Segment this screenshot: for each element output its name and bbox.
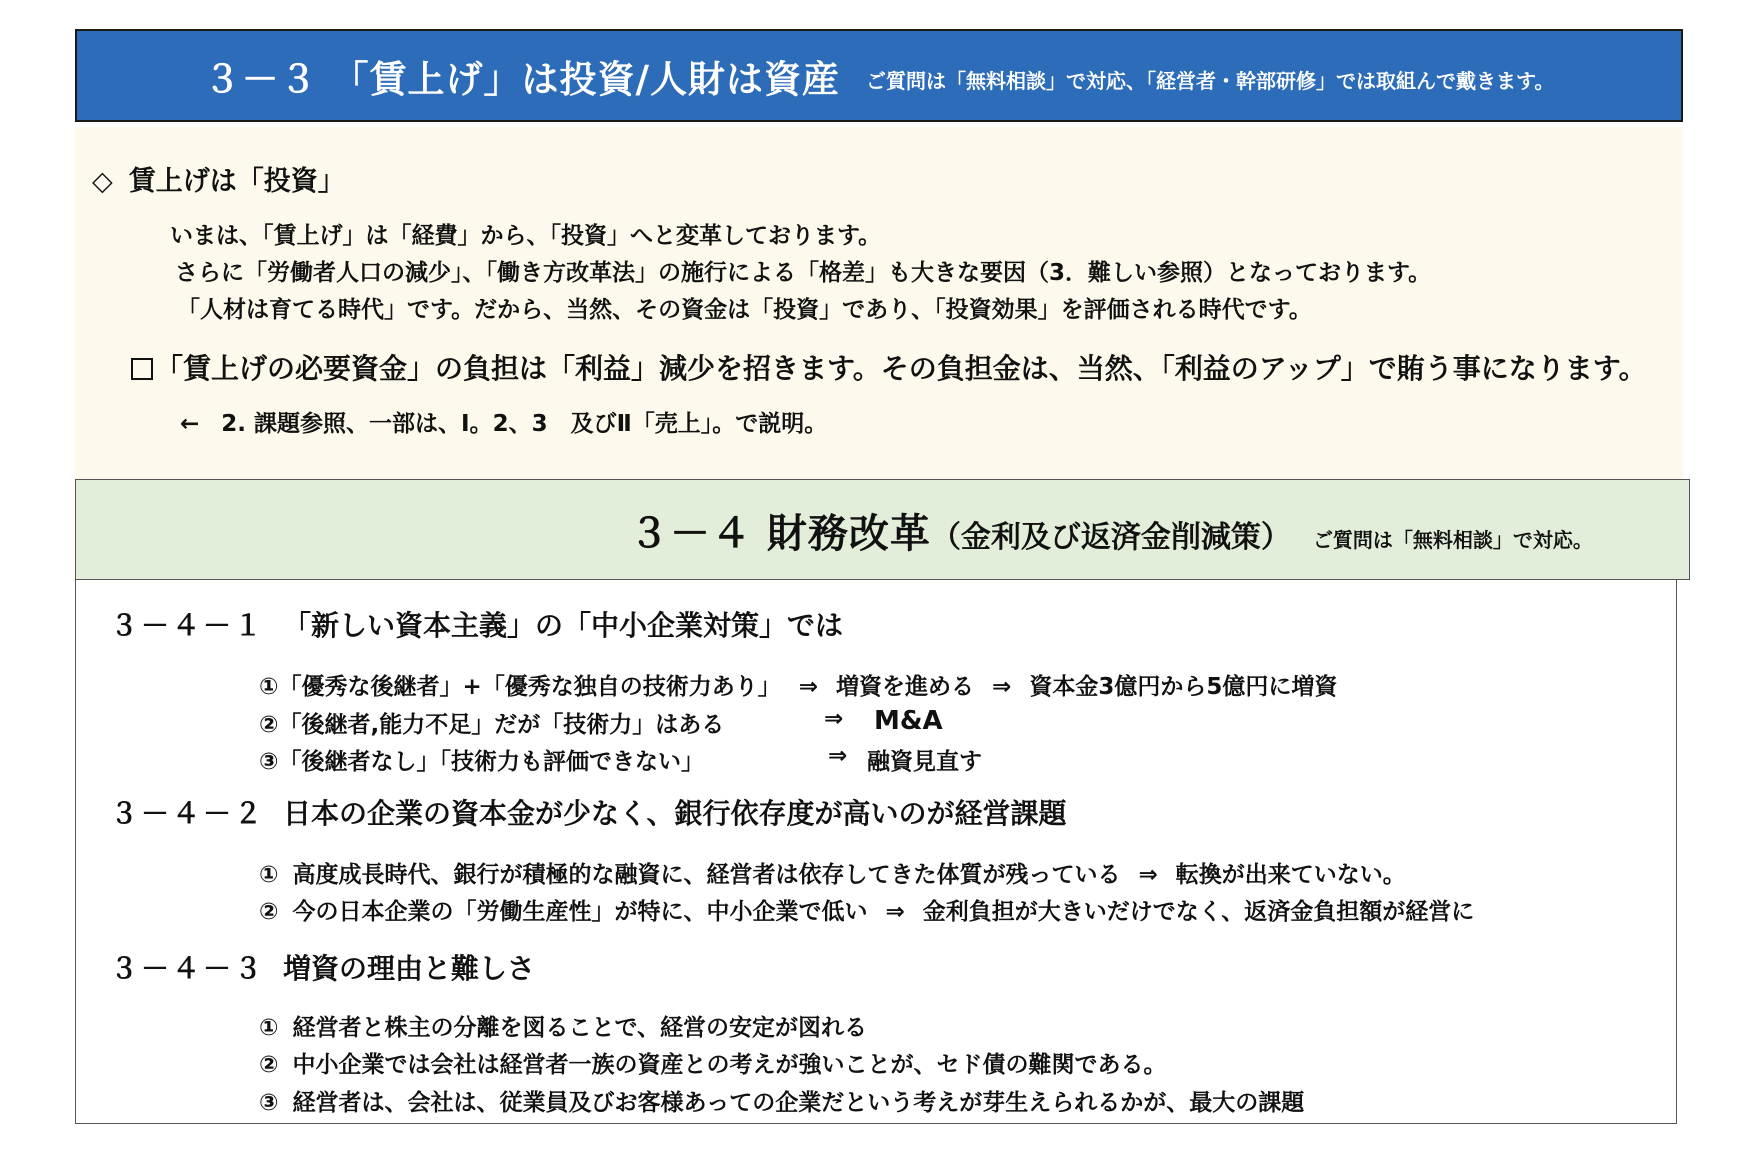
panel-reference bbox=[180, 405, 827, 438]
panel-reference-text: 2. 課題参照、一部は、Ⅰ。2、3 及びⅡ「売上」。で説明。 bbox=[221, 411, 828, 437]
section-3-3-panel bbox=[75, 127, 1683, 480]
list-item-text: ③「後継者なし」「技術力も評価できない」 bbox=[259, 749, 704, 775]
subsection-title: 「新しい資本主義」の「中小企業対策」では bbox=[283, 609, 844, 642]
section-3-4-content bbox=[75, 580, 1677, 1124]
section-3-3-note: ご質問は「無料相談」で対応、「経営者・幹部研修」では取組んで戴きます。 bbox=[866, 69, 1555, 93]
panel-emphasis-text: 「賃上げの必要資金」の負担は「利益」減少を招きます。その負担金は、当然、「利益のアップ」で賄う事になります。 bbox=[155, 352, 1647, 385]
list-item-text: 経営者と株主の分離を図ることで、経営の安定が図れる bbox=[292, 1015, 868, 1041]
list-item-text: 中小企業では会社は経営者一族の資産との考えが強いことが、セド債の難関である。 bbox=[292, 1052, 1167, 1078]
circled-number: ② bbox=[259, 1052, 279, 1078]
right-double-arrow-icon: ⇒ bbox=[828, 743, 848, 769]
section-3-4-note: ご質問は「無料相談」で対応。 bbox=[1312, 528, 1593, 552]
subsection-number: ３－４－３ bbox=[110, 952, 266, 985]
list-item bbox=[259, 668, 1337, 701]
circled-number: ② bbox=[259, 899, 279, 925]
section-3-3-title: ３－３ 「賃上げ」は投資/人財は資産 bbox=[203, 57, 840, 101]
list-item-text: 経営者は、会社は、従業員及びお客様あっての企業だという考えが芽生えられるかが、最大の課題 bbox=[292, 1090, 1305, 1116]
list-item-text: 高度成長時代、銀行が積極的な融資に、経営者は依存してきた体質が残っている bbox=[292, 862, 1121, 888]
list-item bbox=[259, 856, 1406, 889]
section-3-4-header bbox=[75, 479, 1690, 580]
subsection-3-4-3-heading bbox=[110, 947, 535, 987]
list-item-dest: M&A bbox=[874, 706, 943, 736]
subsection-3-4-2-heading bbox=[110, 792, 1066, 832]
panel-line-3: 「人材は育てる時代」です。だから、当然、その資金は「投資」であり、「投資効果」を評価される時代です。 bbox=[177, 297, 1312, 323]
right-double-arrow-icon: ⇒ bbox=[798, 674, 819, 700]
panel-heading bbox=[92, 159, 345, 198]
section-3-3-header bbox=[75, 29, 1683, 122]
right-double-arrow-icon: ⇒ bbox=[992, 674, 1012, 700]
panel-line-2: さらに「労働者人口の減少」、「働き方改革法」の施行による「格差」も大きな要因（3．難しい参照）となっております。 bbox=[175, 260, 1432, 286]
section-3-4-title: ３－４ 財務改革 bbox=[629, 511, 931, 557]
list-item bbox=[259, 1046, 1166, 1079]
panel-emphasis-line bbox=[131, 347, 1647, 387]
panel-heading-text: 賃上げは「投資」 bbox=[128, 166, 345, 197]
list-item-dest: 融資見直す bbox=[867, 749, 982, 775]
left-arrow-icon: ← bbox=[180, 411, 200, 437]
list-item-text: ①「優秀な後継者」+「優秀な独自の技術力あり」 bbox=[259, 674, 781, 700]
list-item bbox=[259, 1009, 867, 1042]
list-item-dest: 金利負担が大きいだけでなく、返済金負担額が経営に bbox=[922, 899, 1475, 925]
subsection-number: ３－４－１ bbox=[110, 609, 266, 642]
panel-line-1: いまは、「賃上げ」は「経費」から、「投資」へと変革しております。 bbox=[170, 223, 882, 249]
list-item-mid: 増資を進める bbox=[836, 674, 975, 700]
subsection-number: ３－４－２ bbox=[110, 797, 266, 830]
subsection-title: 日本の企業の資本金が少なく、銀行依存度が高いのが経営課題 bbox=[283, 797, 1067, 830]
list-item bbox=[259, 1084, 1304, 1117]
list-item bbox=[259, 706, 1459, 739]
list-item-dest: 資本金3億円から5億円に増資 bbox=[1029, 674, 1338, 700]
diamond-icon: ◇ bbox=[92, 166, 113, 197]
circled-number: ① bbox=[259, 862, 279, 888]
list-item bbox=[259, 743, 1459, 776]
right-double-arrow-icon: ⇒ bbox=[824, 706, 844, 732]
circled-number: ③ bbox=[259, 1090, 279, 1116]
list-item-dest: 転換が出来ていない。 bbox=[1175, 862, 1406, 888]
list-item-text: 今の日本企業の「労働生産性」が特に、中小企業で低い bbox=[292, 899, 868, 925]
list-item-text: ②「後継者,能力不足」だが「技術力」はある bbox=[259, 712, 725, 738]
right-double-arrow-icon: ⇒ bbox=[885, 899, 905, 925]
section-3-4-subtitle: （金利及び返済金削減策） bbox=[930, 520, 1291, 555]
list-item bbox=[259, 893, 1474, 926]
subsection-3-4-1-heading bbox=[110, 604, 843, 644]
checkbox-square-icon bbox=[131, 358, 153, 380]
circled-number: ① bbox=[259, 1015, 279, 1041]
section-3-4-title-group bbox=[629, 502, 1593, 559]
subsection-title: 増資の理由と難しさ bbox=[283, 952, 536, 985]
right-double-arrow-icon: ⇒ bbox=[1138, 862, 1158, 888]
